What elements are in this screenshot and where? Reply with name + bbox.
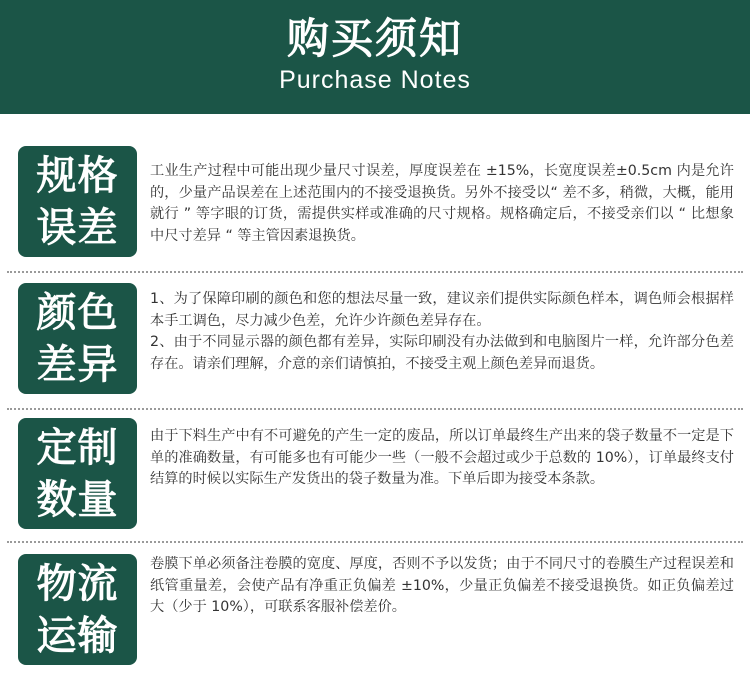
badge-line: 物流 (36, 561, 119, 607)
badge-line: 差异 (36, 342, 119, 388)
badge-line: 颜色 (36, 290, 119, 336)
section-text (150, 161, 734, 247)
section-badge (18, 418, 137, 529)
divider (7, 541, 743, 543)
badge-line: 运输 (36, 613, 119, 659)
section-badge (18, 554, 137, 665)
divider (7, 271, 743, 273)
page-title: 购买须知 (286, 14, 463, 63)
badge-line: 误差 (36, 205, 119, 251)
paragraph: 由于下料生产中有不可避免的产生一定的废品，所以订单最终生产出来的袋子数量不一定是下单的准确数量，有可能多也有可能少一些（一般不会超过或少于总数的 10%），订单最终支付结算的时候以实际生产发货出的袋子数量为准。下单后即为接受本条款。 (150, 428, 734, 487)
paragraph: 卷膜下单必须备注卷膜的宽度、厚度，否则不予以发货；由于不同尺寸的卷膜生产过程误差和纸管重量差，会使产品有净重正负偏差 ±10%，少量正负偏差不接受退换货。如正负偏差过大（少于 10%），可联系客服补偿差价。 (150, 556, 734, 615)
section-text (150, 426, 734, 491)
divider (7, 408, 743, 410)
paragraph: 1、为了保障印刷的颜色和您的想法尽量一致，建议亲们提供实际颜色样本，调色师会根据样本手工调色，尽力减少色差，允许少许颜色差异存在。 (150, 291, 734, 329)
badge-line: 数量 (36, 477, 119, 523)
section-badge (18, 283, 137, 394)
paragraph: 工业生产过程中可能出现少量尺寸误差，厚度误差在 ±15%，长宽度误差±0.5cm 内是允许的，少量产品误差在上述范围内的不接受退换货。另外不接受以“ 差不多，稍微，大概，能用就行 ” 等字眼的订货，需提供实样或准确的尺寸规格。规格确定后，不接受亲们以 “ 比想象中尺寸差异 “ 等主管因素退换货。 (150, 163, 734, 244)
page-subtitle: Purchase Notes (279, 66, 471, 94)
section-text (150, 289, 734, 375)
section-badge (18, 146, 137, 257)
section-text (150, 554, 734, 619)
header-banner (0, 0, 750, 114)
badge-line: 定制 (36, 425, 119, 471)
badge-line: 规格 (36, 153, 119, 199)
paragraph: 2、由于不同显示器的颜色都有差异，实际印刷没有办法做到和电脑图片一样，允许部分色差存在。请亲们理解，介意的亲们请慎拍，不接受主观上颜色差异而退货。 (150, 334, 734, 372)
